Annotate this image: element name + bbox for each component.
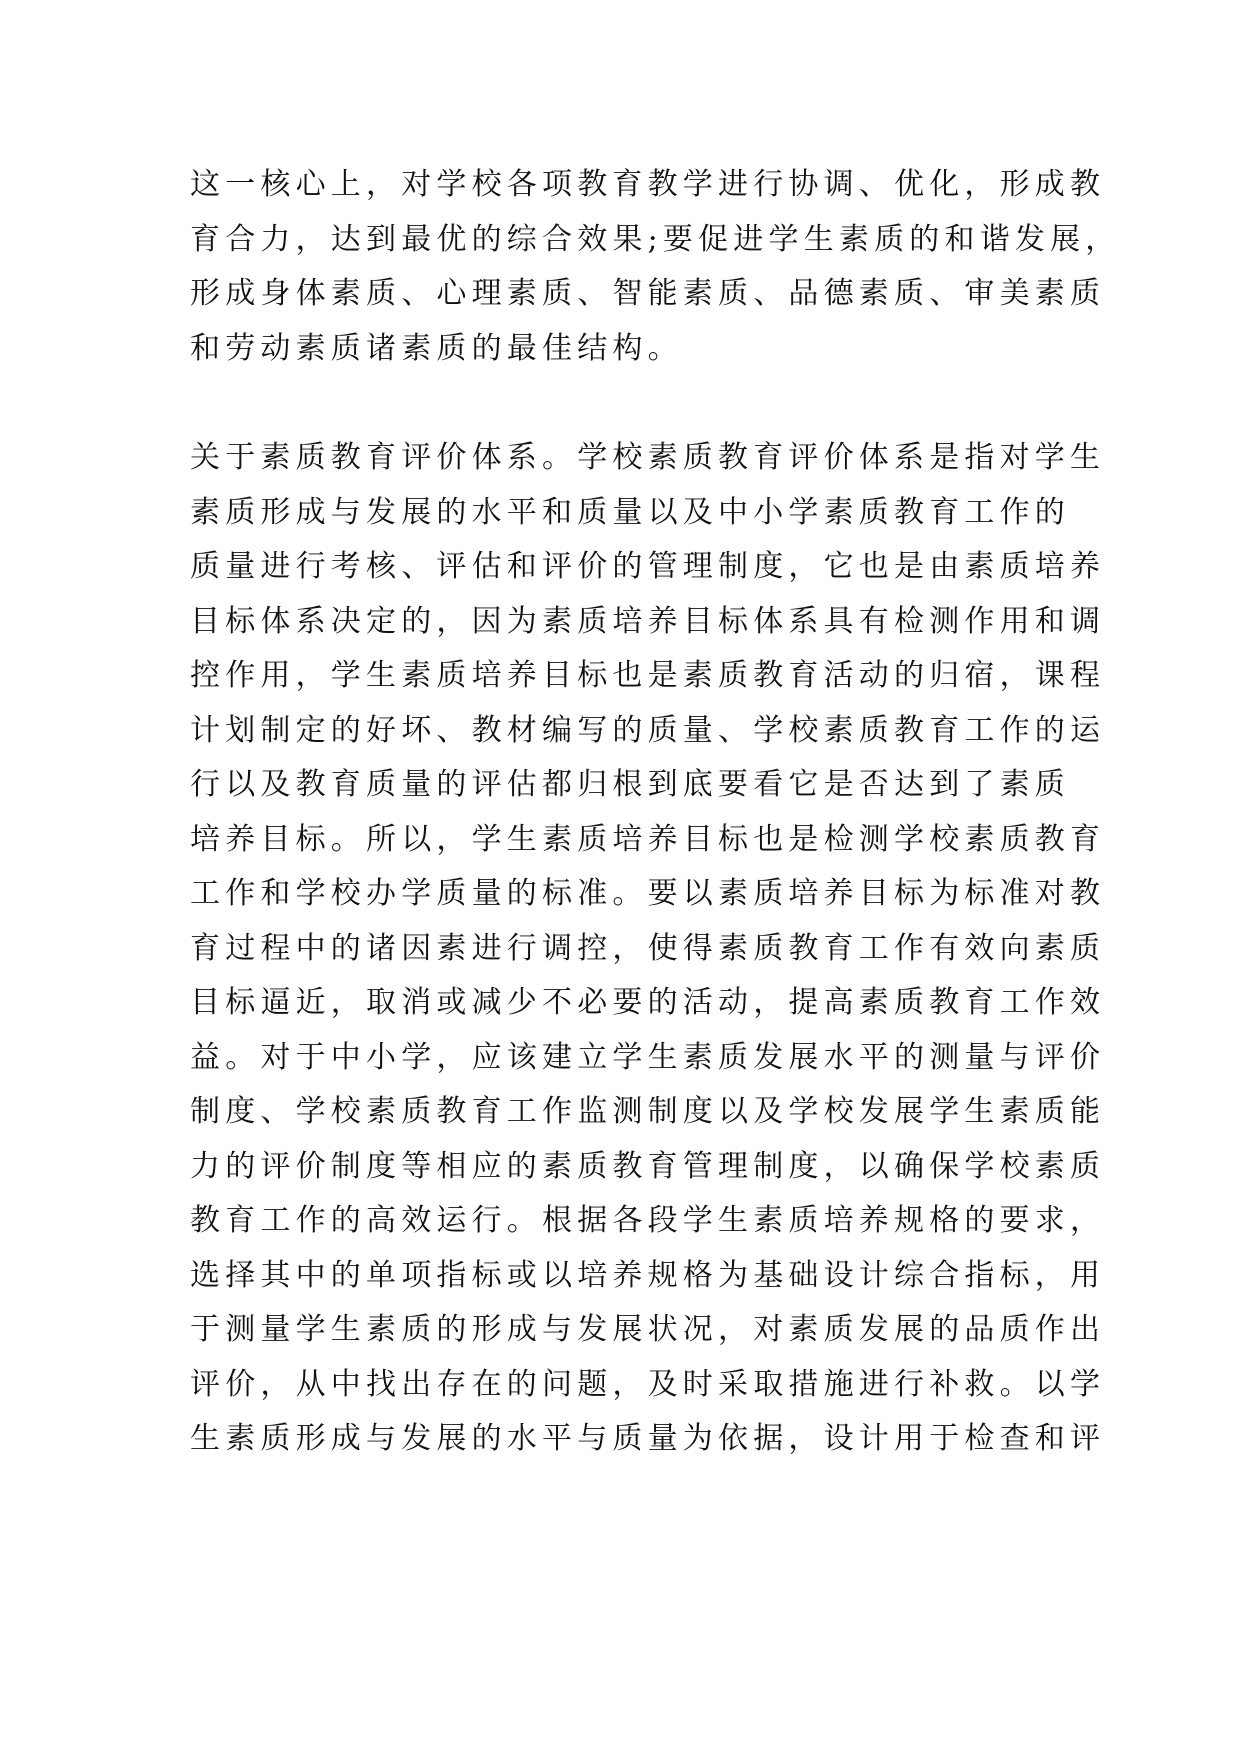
text-line: 行以及教育质量的评估都归根到底要看它是否达到了素质 <box>190 767 1070 802</box>
text-line: 质量进行考核、评估和评价的管理制度，它也是由素质培养 <box>190 549 1106 584</box>
text-line: 工作和学校办学质量的标准。要以素质培养目标为标准对教 <box>190 876 1106 911</box>
text-line: 计划制定的好坏、教材编写的质量、学校素质教育工作的运 <box>190 712 1106 748</box>
text-line: 这一核心上，对学校各项教育教学进行协调、优化，形成教 <box>190 167 1106 202</box>
text-line: 和劳动素质诸素质的最佳结构。 <box>190 330 683 366</box>
text-line: 教育工作的高效运行。根据各段学生素质培养规格的要求， <box>190 1203 1106 1238</box>
text-line: 育合力，达到最优的综合效果;要促进学生素质的和谐发展， <box>190 221 1121 257</box>
text-line: 力的评价制度等相应的素质教育管理制度，以确保学校素质 <box>190 1148 1106 1184</box>
text-line: 素质形成与发展的水平和质量以及中小学素质教育工作的 <box>190 494 1070 530</box>
text-line: 关于素质教育评价体系。学校素质教育评价体系是指对学生 <box>190 440 1106 475</box>
text-line: 制度、学校素质教育工作监测制度以及学校发展学生素质能 <box>190 1094 1106 1129</box>
text-line: 益。对于中小学，应该建立学生素质发展水平的测量与评价 <box>190 1039 1106 1075</box>
text-line: 培养目标。所以，学生素质培养目标也是检测学校素质教育 <box>190 821 1106 857</box>
paragraph-1 <box>190 158 1121 376</box>
paragraph-2 <box>190 431 1106 1467</box>
text-line: 形成身体素质、心理素质、智能素质、品德素质、审美素质 <box>190 276 1106 311</box>
text-line: 生素质形成与发展的水平与质量为依据，设计用于检查和评 <box>190 1421 1106 1456</box>
text-line: 于测量学生素质的形成与发展状况，对素质发展的品质作出 <box>190 1312 1106 1347</box>
text-line: 育过程中的诸因素进行调控，使得素质教育工作有效向素质 <box>190 930 1106 966</box>
text-line: 选择其中的单项指标或以培养规格为基础设计综合指标，用 <box>190 1257 1106 1293</box>
text-line: 目标体系决定的，因为素质培养目标体系具有检测作用和调 <box>190 603 1106 639</box>
text-line: 控作用，学生素质培养目标也是素质教育活动的归宿，课程 <box>190 658 1106 693</box>
text-line: 评价，从中找出存在的问题，及时采取措施进行补救。以学 <box>190 1366 1106 1402</box>
text-line: 目标逼近，取消或减少不必要的活动，提高素质教育工作效 <box>190 985 1106 1020</box>
